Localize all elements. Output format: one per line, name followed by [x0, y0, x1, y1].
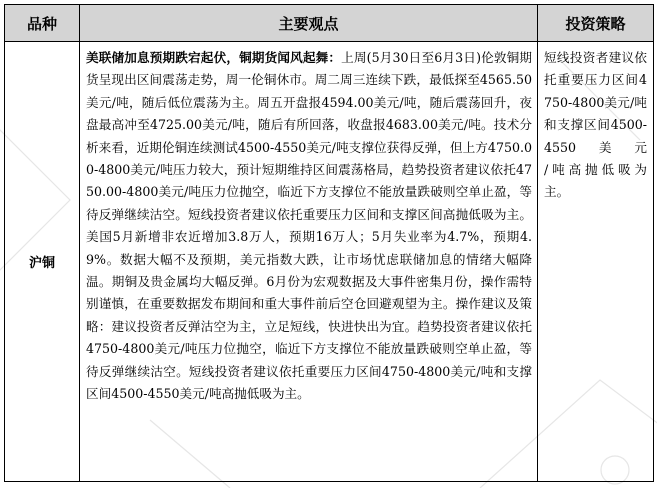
strategy-cell [538, 42, 654, 482]
table-row [5, 42, 654, 482]
header-main-view: 主要观点 [80, 5, 538, 42]
main-view-title: 美联储加息预期跌宕起伏，铜期货闻风起舞： [86, 50, 342, 65]
commodity-report-table [4, 4, 654, 482]
strategy-text-end: /吨高抛低吸为主。 [544, 162, 647, 200]
main-view-body: 上周(5月30日至6月3日)伦敦铜期货呈现出区间震荡走势，周一伦铜休市。周二周三连续下跌，最低探至4565.50美元/吨，随后低位震荡为主。周五开盘报4594.00美元/吨，随后震荡回升，夜盘最高冲至4725.00美元/吨，随后有所回落，收盘报4683.00美元/吨。技术分析来看，近期伦铜连续测试4500-4550美元/吨支撑位获得反弹，但上方4750.00-4800美元/吨压力较大，预计短期维持区间震荡格局，趋势投资者建议依托4750.00-4800美元/吨压力位抛空，临近下方支撑位不能放量跌破则空单止盈，等待反弹继续沽空。短线投资者建议依托重要压力区间和支撑区间高抛低吸为主。美国5月新增非农近增加3.8万人，预期16万人；5月失业率为4.7%，预期4.9%。数据大幅不及预期，美元指数大跌，让市场忧虑联储加息的情绪大幅降温。期铜及贵金属均大幅反弹。6月份为宏观数据及大事件密集月份，操作需特别谨慎，在重要数据发布期间和重大事件前后空仓回避观望为主。操作建议及策略：建议投资者反弹沽空为主，立足短线，快进快出为宜。趋势投资者建议依托4750-4800美元/吨压力位抛空，临近下方支撑位不能放量跌破则空单止盈，等待反弹继续沽空。短线投资者建议依托重要压力区间4750-4800美元/吨和支撑区间4500-4550美元/吨高抛低吸为主。 [86, 50, 533, 402]
strategy-text: 短线投资者建议依托重要压力区间4750-4800美元/吨和支撑区间4500-4550美元 [544, 50, 647, 155]
header-strategy: 投资策略 [538, 5, 654, 42]
header-variety: 品种 [5, 5, 80, 42]
variety-cell: 沪铜 [5, 42, 80, 482]
main-view-cell [80, 42, 538, 482]
table-header-row [5, 5, 654, 42]
